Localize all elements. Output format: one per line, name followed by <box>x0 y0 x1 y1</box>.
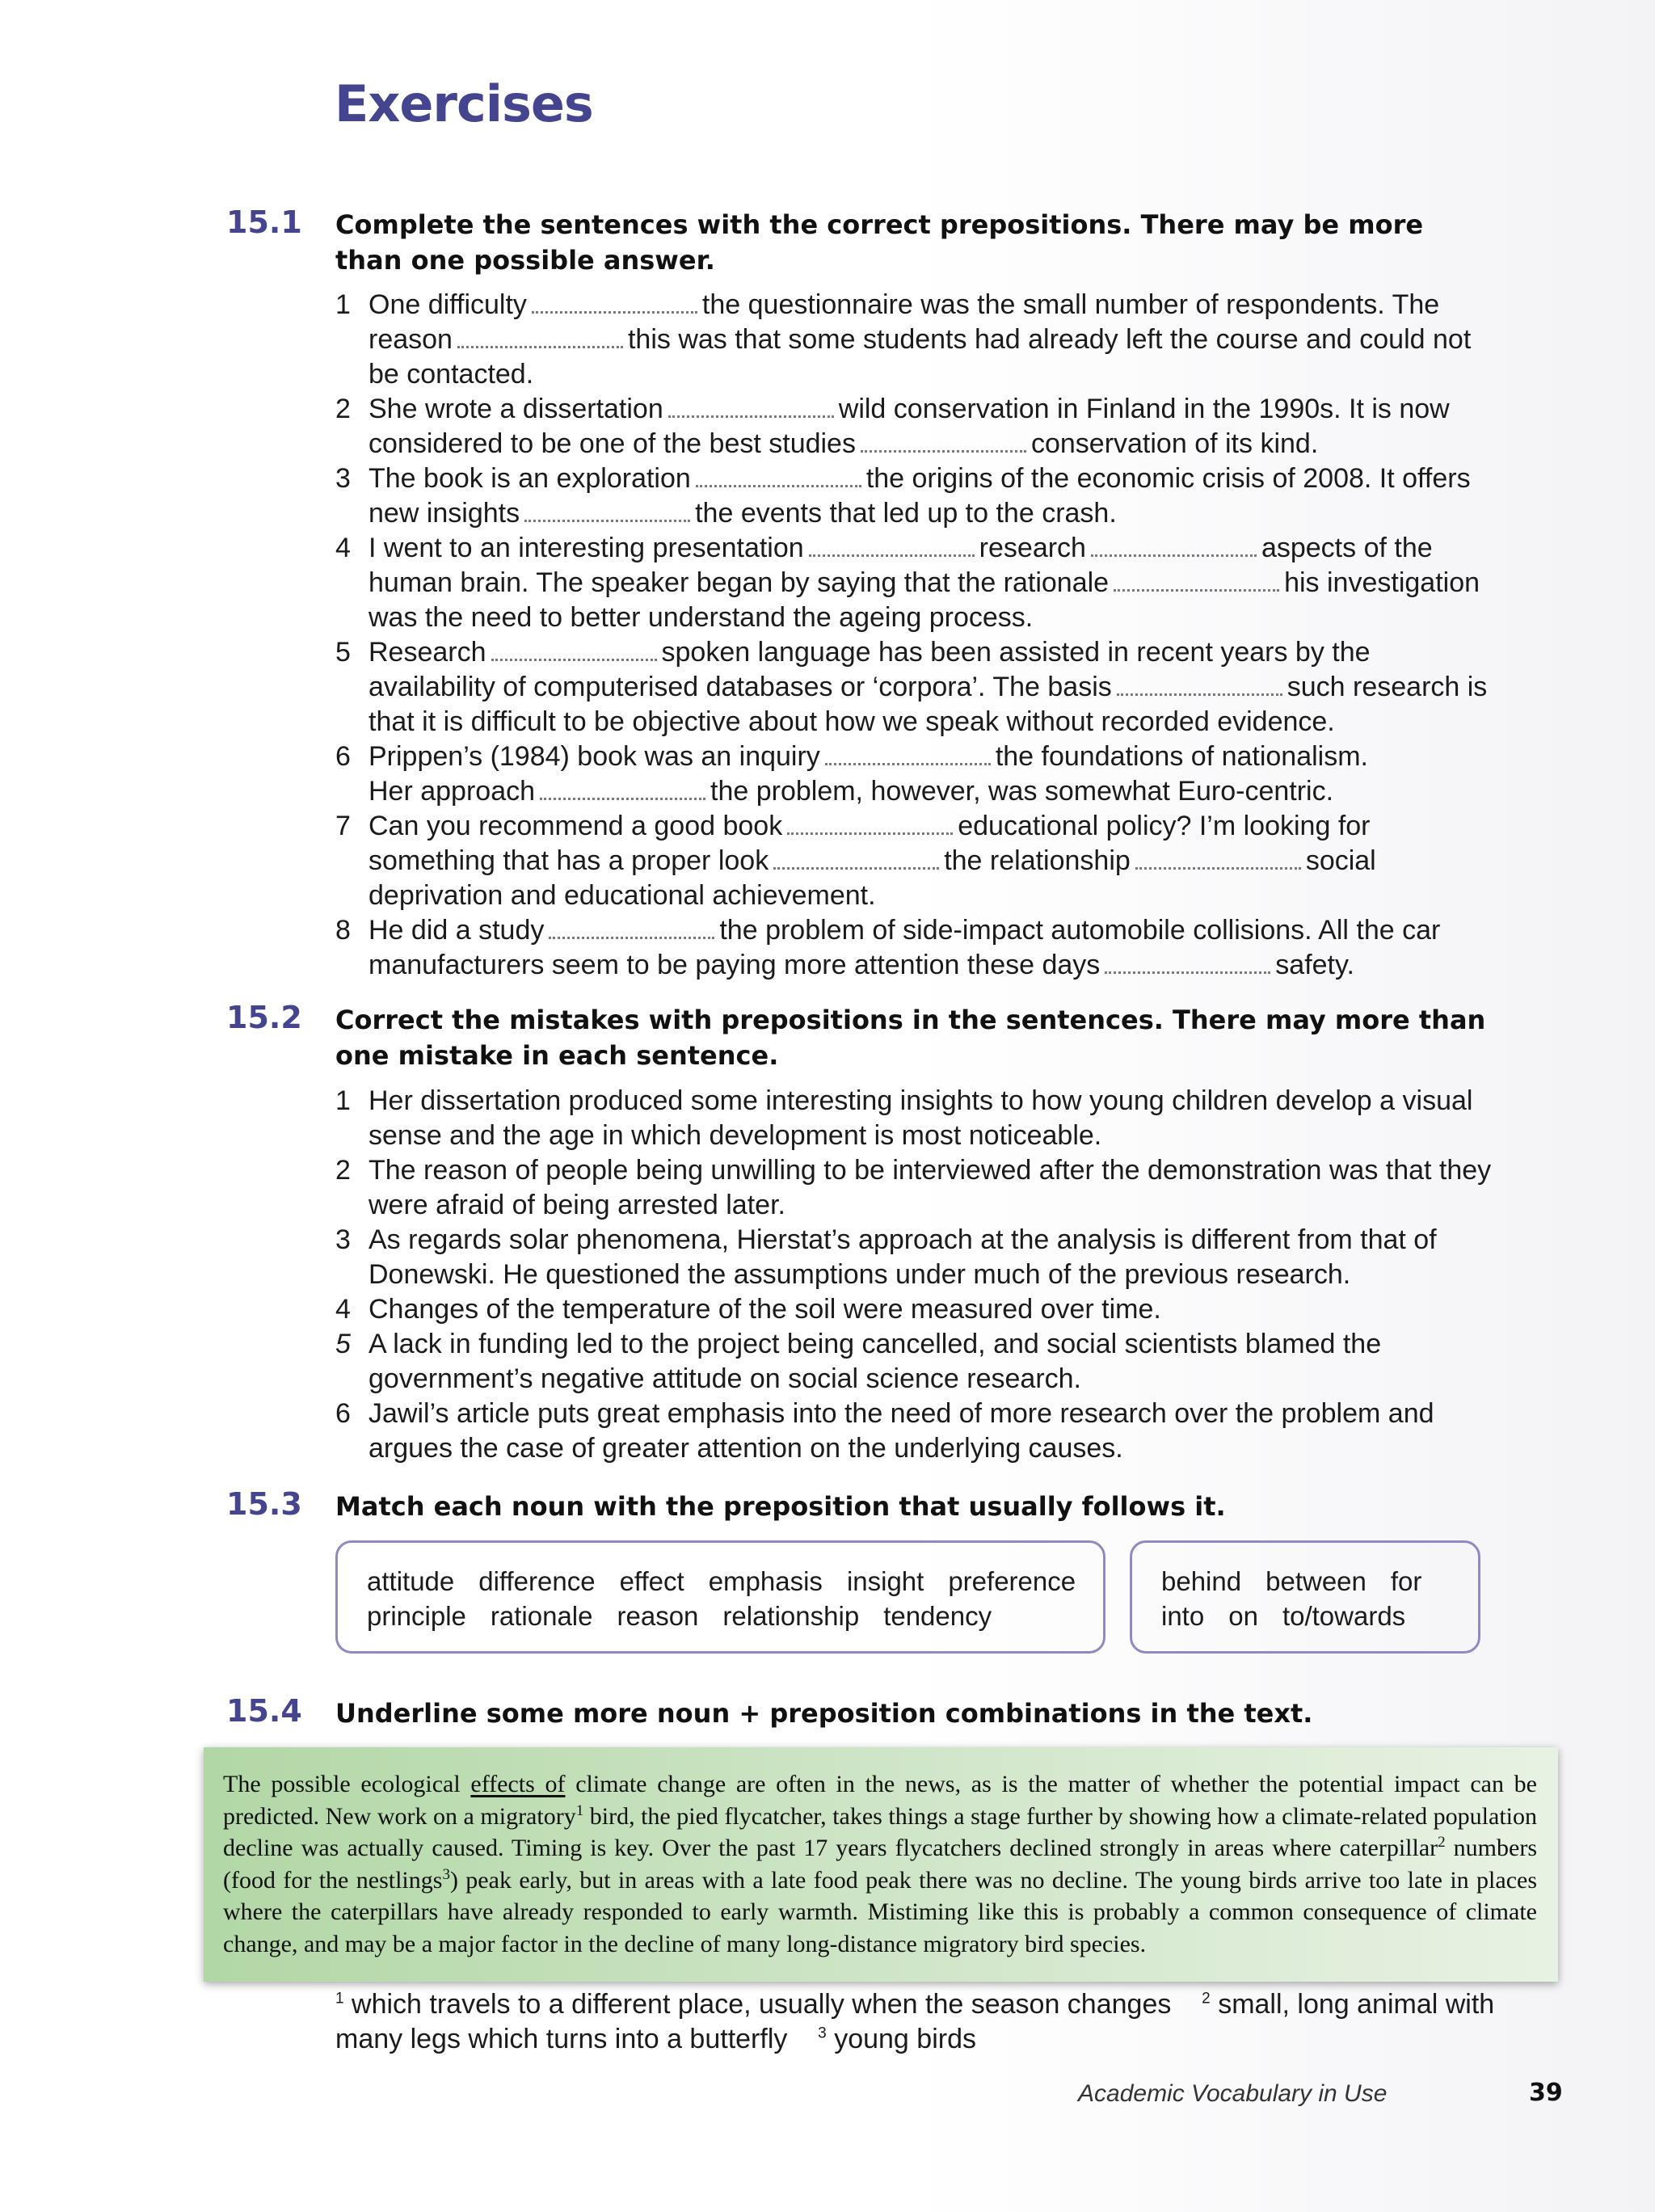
list-item <box>335 1292 1499 1327</box>
preposition-word: to/towards <box>1282 1601 1406 1631</box>
footnote-number: 3 <box>818 2025 827 2042</box>
exercise-instruction: Underline some more noun + preposition combinations in the text. <box>335 1698 1313 1729</box>
item-number: 5 <box>335 637 351 668</box>
list-item <box>335 635 1499 739</box>
reading-text-box <box>204 1747 1558 1982</box>
exercise-15-2-list <box>335 1084 1499 1466</box>
sentence-text: aspects of the human brain. The speaker began by saying that the rationale <box>368 533 1433 598</box>
sentence-text: social deprivation and educational achievement. <box>368 845 1376 911</box>
sentence-text: the foundations of nationalism. <box>995 741 1369 772</box>
text-segment: climate change are often in the news, as is the matter of whether the potential impact can be predicted. New work on a migratory <box>223 1771 1537 1830</box>
footnote-number: 2 <box>1202 1990 1211 2008</box>
exercise-number: 15.2 <box>226 1000 302 1035</box>
noun-word: rationale <box>490 1601 593 1631</box>
preposition-word: into <box>1161 1601 1205 1631</box>
answer-blank[interactable] <box>668 398 834 418</box>
sentence-text: As regards solar phenomena, Hierstat’s approach at the analysis is different from that of Donewski. He questioned the assumptions under much of the previous research. <box>368 1224 1437 1290</box>
item-number: 6 <box>335 1398 351 1429</box>
preposition-box <box>1130 1540 1480 1654</box>
sentence-text: such research is that it is difficult to be objective about how we speak without recorded evidence. <box>368 672 1488 737</box>
list-item <box>335 461 1499 531</box>
sentence-text: Research <box>368 637 486 668</box>
answer-blank[interactable] <box>457 328 623 348</box>
exercise-number: 15.3 <box>226 1486 302 1522</box>
item-number: 3 <box>335 463 351 494</box>
answer-blank[interactable] <box>524 502 690 522</box>
item-number: 7 <box>335 811 351 841</box>
preposition-word: on <box>1228 1601 1258 1631</box>
preposition-row <box>1161 1564 1451 1599</box>
answer-blank[interactable] <box>696 467 861 487</box>
item-number: 2 <box>335 1155 351 1186</box>
list-item <box>335 1153 1499 1223</box>
answer-blank[interactable] <box>861 432 1026 453</box>
sentence-text: He did a study <box>368 915 545 946</box>
noun-word: principle <box>367 1601 466 1631</box>
underlined-example: effects of <box>470 1771 566 1797</box>
sentence-text: the problem, however, was somewhat Euro-centric. <box>710 776 1334 807</box>
sentence-text: Her approach <box>368 776 536 807</box>
sentence-text: wild conservation in Finland in the 1990s. It is now considered to be one of the best studies <box>368 394 1450 459</box>
item-number: 5 <box>335 1329 351 1359</box>
footnote-text: young birds <box>834 2024 976 2054</box>
answer-blank[interactable] <box>825 745 991 765</box>
exercise-number: 15.1 <box>226 204 302 240</box>
sentence-text: the problem of side-impact automobile collisions. All the car manufacturers seem to be paying more attention these days <box>368 915 1441 980</box>
answer-blank[interactable] <box>1114 571 1279 592</box>
sentence-text: his investigation was the need to better understand the ageing process. <box>368 567 1480 633</box>
sentence-text: safety. <box>1275 950 1354 980</box>
noun-word: emphasis <box>708 1566 823 1596</box>
list-item <box>335 1084 1499 1153</box>
list-item <box>335 1397 1499 1466</box>
answer-blank[interactable] <box>549 919 714 939</box>
item-number: 4 <box>335 533 351 563</box>
noun-word: preference <box>948 1566 1076 1596</box>
sentence-text: I went to an interesting presentation <box>368 533 804 563</box>
item-number: 2 <box>335 394 351 424</box>
sentence-text: One difficulty <box>368 289 527 320</box>
answer-blank[interactable] <box>773 849 939 870</box>
footnote-marker: 3 <box>442 1865 450 1883</box>
exercise-instruction: Correct the mistakes with prepositions in the sentences. There may more than one mistake in each sentence. <box>335 1005 1486 1071</box>
answer-blank[interactable] <box>809 537 975 557</box>
answer-blank[interactable] <box>787 815 953 835</box>
footnote-marker: 1 <box>575 1801 584 1819</box>
noun-word: tendency <box>883 1601 992 1631</box>
exercise-number: 15.4 <box>226 1693 302 1729</box>
text-segment: ) peak early, but in areas with a late food peak there was no decline. The young birds arrive too late in places where the caterpillars have already responded to early warmth. Mistiming like this is probably a common consequence of climate change, and may be a major factor in the decline of many long-distance migratory bird species. <box>223 1866 1538 1957</box>
item-number: 4 <box>335 1294 351 1325</box>
preposition-word: behind <box>1161 1566 1242 1596</box>
sentence-text: Jawil’s article puts great emphasis into the need of more research over the problem and argues the case of greater attention on the underlying causes. <box>368 1398 1434 1464</box>
footnote-text: which travels to a different place, usually when the season changes <box>352 1989 1172 2020</box>
list-item <box>335 531 1499 635</box>
page-title: Exercises <box>335 74 593 133</box>
noun-word: relationship <box>722 1601 860 1631</box>
item-number: 8 <box>335 915 351 946</box>
sentence-text: Her dissertation produced some interesting insights to how young children develop a visual sense and the age in which development is most noticeable. <box>368 1085 1473 1151</box>
answer-blank[interactable] <box>1135 849 1301 870</box>
sentence-text: spoken language has been assisted in recent years by the availability of computerised databases or ‘corpora’. The basis <box>368 637 1371 702</box>
answer-blank[interactable] <box>532 293 697 314</box>
answer-blank[interactable] <box>1091 537 1257 557</box>
sentence-text: conservation of its kind. <box>1030 428 1319 459</box>
list-item <box>335 739 1499 809</box>
sentence-text: The reason of people being unwilling to be interviewed after the demonstration was that they were afraid of being arrested later. <box>368 1155 1492 1220</box>
preposition-word: between <box>1265 1566 1367 1596</box>
book-title-footer: Academic Vocabulary in Use <box>1078 2080 1388 2107</box>
sentence-text: Prippen’s (1984) book was an inquiry <box>368 741 820 772</box>
sentence-text: the relationship <box>944 845 1131 876</box>
preposition-word: for <box>1390 1566 1422 1596</box>
noun-word: insight <box>846 1566 924 1596</box>
sentence-text: research <box>979 533 1086 563</box>
footnote-text: small, long animal with many legs which turns into a butterfly <box>335 1989 1495 2054</box>
sentence-text: the questionnaire was the small number of respondents. The reason <box>368 289 1440 355</box>
sentence-text: the events that led up to the crash. <box>695 498 1117 529</box>
list-item <box>335 392 1499 461</box>
exercise-instruction: Match each noun with the preposition that usually follows it. <box>335 1491 1226 1522</box>
noun-word: reason <box>617 1601 699 1631</box>
item-number: 3 <box>335 1224 351 1255</box>
text-segment: The possible ecological <box>223 1771 471 1797</box>
list-item <box>335 809 1499 913</box>
exercise-instruction: Complete the sentences with the correct prepositions. There may be more than one possible answer. <box>335 209 1424 276</box>
list-item <box>335 1223 1499 1292</box>
item-number: 6 <box>335 741 351 772</box>
sentence-text: educational policy? I’m looking for something that has a proper look <box>368 811 1371 876</box>
page-number: 39 <box>1529 2079 1563 2107</box>
item-number: 1 <box>335 1085 351 1116</box>
answer-blank[interactable] <box>540 780 705 800</box>
noun-box <box>335 1540 1105 1654</box>
text-segment: numbers (food for the nestlings <box>223 1835 1537 1894</box>
item-number: 1 <box>335 289 351 320</box>
list-item <box>335 913 1499 983</box>
answer-blank[interactable] <box>1117 676 1282 696</box>
answer-blank[interactable] <box>491 641 657 661</box>
noun-row <box>367 1599 1076 1633</box>
noun-word: attitude <box>367 1566 455 1596</box>
footnote-marker: 2 <box>1438 1834 1446 1851</box>
noun-word: difference <box>478 1566 596 1596</box>
list-item <box>335 288 1499 392</box>
noun-word: effect <box>619 1566 684 1596</box>
noun-row <box>367 1564 1076 1599</box>
sentence-text: She wrote a dissertation <box>368 394 663 424</box>
footnotes <box>335 1987 1499 2057</box>
footnote-number: 1 <box>335 1990 344 2008</box>
exercise-15-1-list <box>335 288 1499 983</box>
answer-blank[interactable] <box>1105 954 1270 974</box>
sentence-text: The book is an exploration <box>368 463 691 494</box>
list-item <box>335 1327 1499 1397</box>
sentence-text: Changes of the temperature of the soil were measured over time. <box>368 1294 1161 1325</box>
sentence-text: the origins of the economic crisis of 2008. It offers new insights <box>368 463 1471 529</box>
sentence-text: this was that some students had already left the course and could not be contacted. <box>368 324 1472 390</box>
text-segment: bird, the pied flycatcher, takes things a stage further by showing how a climate-related population decline was actually caused. Timing is key. Over the past 17 years flycatchers declined strongly in areas where caterpillar <box>223 1802 1537 1861</box>
preposition-row <box>1161 1599 1451 1633</box>
sentence-text: A lack in funding led to the project being cancelled, and social scientists blamed the government’s negative attitude on social science research. <box>368 1329 1382 1394</box>
sentence-text: Can you recommend a good book <box>368 811 783 841</box>
